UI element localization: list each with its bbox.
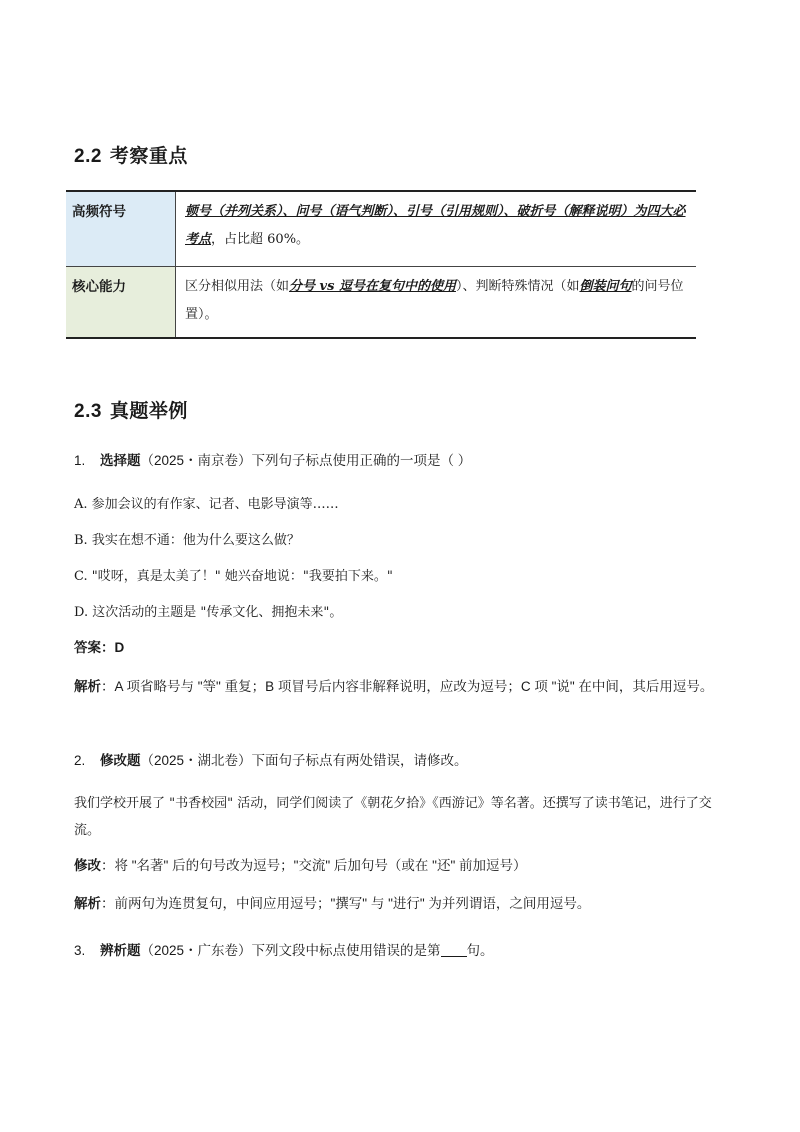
section-heading-2-2 [74,141,188,168]
analysis-text: ：前两句为连贯复句，中间应用逗号；"撰写" 与 "进行" 为并列谓语，之间用逗号。 [101,896,591,911]
plain-text: ）、判断特殊情况（如 [455,278,580,294]
plain-text: 区分相似用法（如 [185,278,290,294]
emphasis-text: 倒装问句 [579,278,632,294]
option-c: C. "哎呀，真是太美了！" 她兴奋地说："我要拍下来。" [74,569,393,584]
answer-blank[interactable] [441,942,467,957]
section-number: 2.2 [74,146,102,167]
question-source: （2025・广东卷）下列文段中标点使用错误的是第 [140,943,441,958]
question-type: 选择题 [100,453,141,468]
option-a: A. 参加会议的有作家、记者、电影导演等…… [74,497,339,512]
section-heading-2-3 [74,396,188,423]
question-3 [74,937,726,964]
section-title: 真题举例 [109,401,188,422]
answer-line [74,634,726,661]
fix-line [74,852,726,879]
option-b: B. 我实在想不通：他为什么要这么做？ [74,533,300,548]
analysis-2 [74,890,726,917]
analysis-text: ：A 项省略号与 "等" 重复；B 项冒号后内容非解释说明，应改为逗号；C 项 "说" 在中间，其后用逗号。 [101,679,714,694]
fix-text: ：将 "名著" 后的句号改为逗号；"交流" 后加句号（或在 "还" 前加逗号） [101,858,527,873]
question-2 [74,747,726,774]
section-title: 考察重点 [109,146,188,167]
question-1 [74,447,726,474]
table-row [66,191,696,266]
emphasis-text: 分号 vs 逗号在复句中的使用 [289,278,456,294]
option-d: D. 这次活动的主题是 "传承文化、拥抱未来"。 [74,605,343,620]
plain-text: ，占比超 60%。 [211,232,310,247]
question-source: （2025・湖北卷）下面句子标点有两处错误，请修改。 [140,753,468,768]
question-type: 修改题 [100,753,141,768]
question-source: （2025・南京卷）下列句子标点使用正确的一项是（ ） [140,453,472,468]
question-number: 1. [74,453,86,468]
key-points-table [66,190,696,339]
question-type: 辨析题 [100,943,141,958]
row-content [176,266,697,338]
answer-label: 答案： [74,640,115,655]
row-label: 高频符号 [66,191,176,266]
analysis-1 [74,673,726,700]
fix-label: 修改 [74,858,101,873]
emphasis-text: 顿号（并列关系）、问号（语气判断）、引号（引用规则）、破折号（解释说明）为四大必考点 [185,204,686,247]
answer-value: D [114,640,125,655]
question-number: 3. [74,943,86,958]
analysis-label: 解析 [74,679,101,694]
question-number: 2. [74,753,86,768]
question-2-sentence: 我们学校开展了 "书香校园" 活动，同学们阅读了《朝花夕拾》《西游记》等名著。还撰写了读书笔记，进行了交流。 [74,796,712,838]
question-tail: 句。 [466,943,494,958]
row-label: 核心能力 [66,266,176,338]
analysis-label: 解析 [74,896,101,911]
plain-text: 的问号位置）。 [185,278,684,322]
table-row [66,266,696,338]
section-number: 2.3 [74,401,102,422]
row-content [176,191,697,266]
